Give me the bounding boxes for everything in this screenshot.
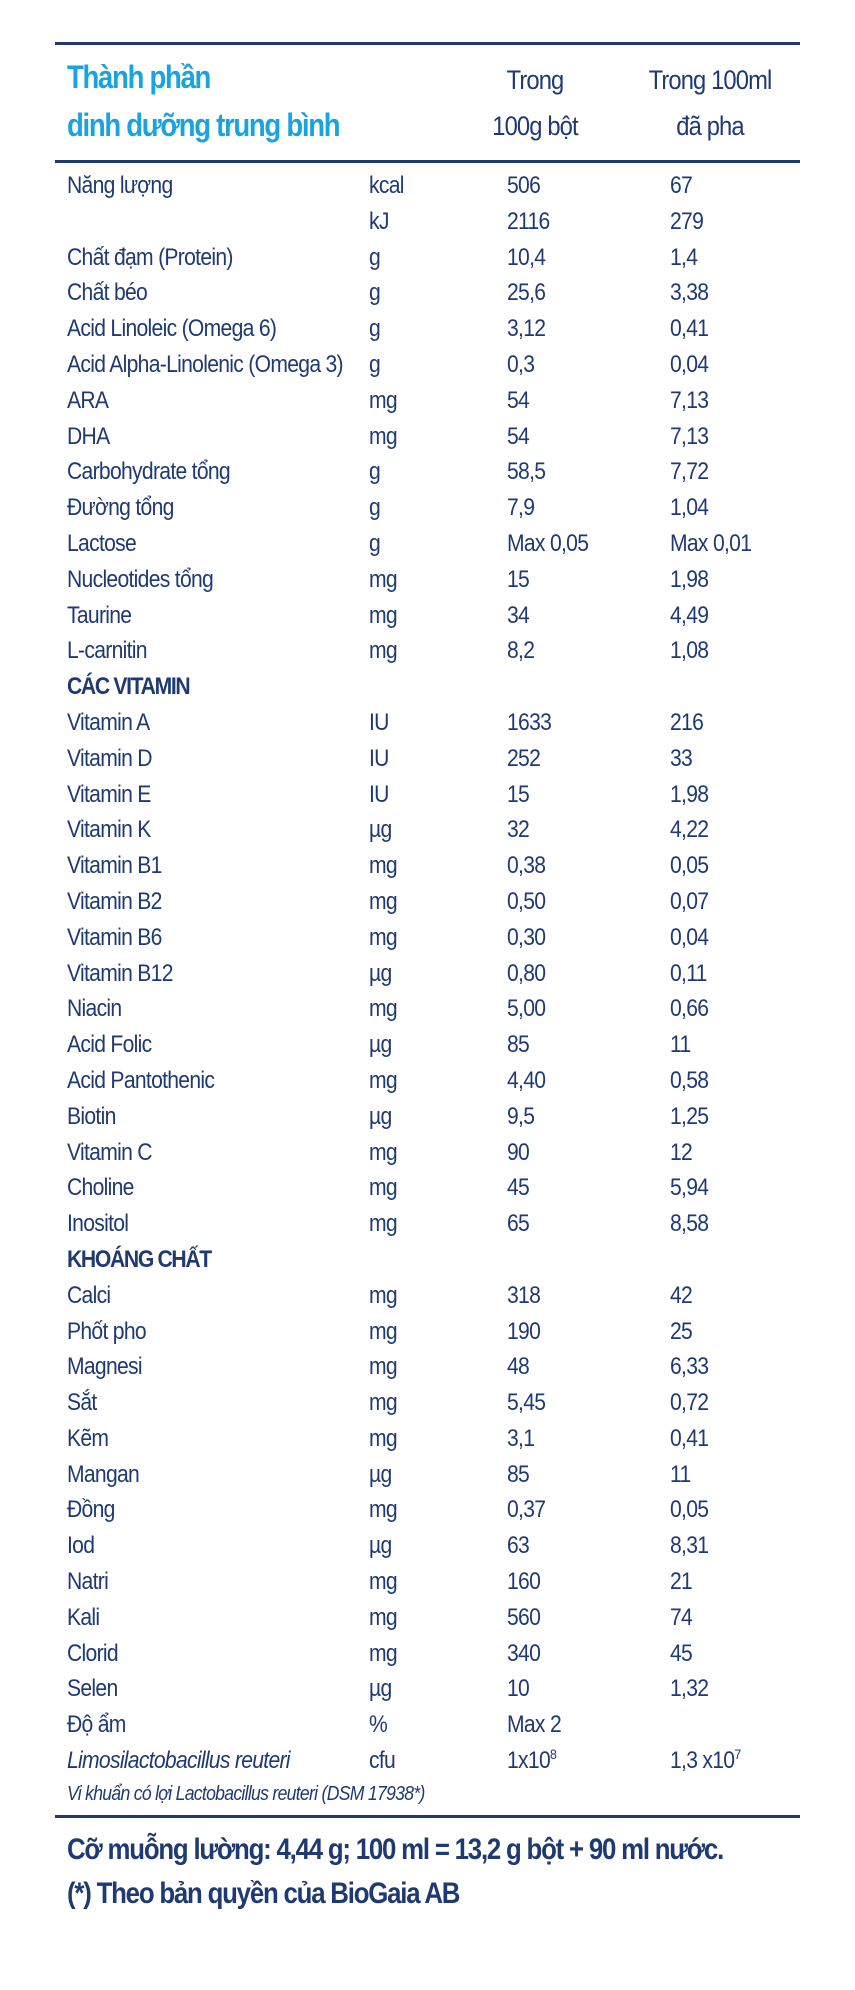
nutrient-name: Đường tổng	[67, 494, 174, 522]
table-row-probiotic	[55, 1743, 800, 1779]
table-row	[55, 1170, 800, 1206]
value-per-100g: 58,5	[507, 458, 546, 486]
table-row	[55, 1671, 800, 1707]
nutrient-name: Taurine	[67, 601, 132, 629]
value-per-100ml: 3,38	[670, 279, 709, 307]
table-row	[55, 168, 800, 204]
table-row	[55, 1421, 800, 1457]
nutrient-unit: µg	[369, 1102, 392, 1130]
section-title: CÁC VITAMIN	[67, 673, 190, 701]
nutrient-name: Selen	[67, 1675, 118, 1703]
nutrient-name: Vitamin K	[67, 816, 151, 844]
table-row	[55, 598, 800, 634]
value-per-100g: 85	[507, 1031, 530, 1059]
nutrient-name: Niacin	[67, 995, 122, 1023]
nutrient-name: Lactose	[67, 529, 137, 557]
nutrient-name: Mangan	[67, 1460, 140, 1488]
probiotic-per-100g-exponent: 8	[549, 1746, 557, 1763]
nutrient-unit: kJ	[369, 207, 389, 235]
nutrient-name: Biotin	[67, 1102, 116, 1130]
value-per-100ml: 25	[670, 1317, 693, 1345]
value-per-100ml: 216	[670, 708, 704, 736]
nutrient-name: Đồng	[67, 1496, 115, 1524]
value-per-100g: 7,9	[507, 494, 535, 522]
value-per-100ml: 12	[670, 1138, 693, 1166]
table-row	[55, 1528, 800, 1564]
table-row	[55, 1349, 800, 1385]
nutrient-unit: µg	[369, 1532, 392, 1560]
table-row	[55, 1027, 800, 1063]
table-body	[55, 163, 800, 1809]
value-per-100g: 15	[507, 565, 530, 593]
table-row	[55, 1636, 800, 1672]
value-per-100ml: 0,04	[670, 923, 709, 951]
table-row	[55, 1564, 800, 1600]
nutrient-name: Acid Alpha-Linolenic (Omega 3)	[67, 350, 343, 378]
value-per-100ml: 6,33	[670, 1353, 709, 1381]
value-per-100ml: 1,08	[670, 637, 709, 665]
nutrient-unit: g	[369, 350, 381, 378]
value-per-100ml: 74	[670, 1603, 693, 1631]
probiotic-per-100g-base: 1x10	[507, 1747, 550, 1775]
value-per-100g: 25,6	[507, 279, 546, 307]
value-per-100ml: 279	[670, 207, 704, 235]
value-per-100g: 54	[507, 386, 530, 414]
probiotic-per-100ml-base: 1,3 x10	[670, 1747, 735, 1775]
value-per-100ml: 67	[670, 172, 693, 199]
nutrient-unit: mg	[369, 1174, 397, 1202]
nutrient-name: Vitamin E	[67, 780, 151, 808]
value-per-100ml: 0,11	[670, 959, 707, 987]
nutrient-unit: g	[369, 315, 381, 343]
nutrient-unit: mg	[369, 1317, 397, 1345]
value-per-100g: 32	[507, 816, 530, 844]
table-row	[55, 1457, 800, 1493]
value-per-100g: 2116	[507, 207, 550, 235]
nutrient-name: Vitamin B6	[67, 923, 162, 951]
section-heading	[55, 669, 800, 705]
nutrient-name: Carbohydrate tổng	[67, 458, 230, 486]
value-per-100g: 85	[507, 1460, 530, 1488]
table-row	[55, 562, 800, 598]
nutrient-unit: mg	[369, 995, 397, 1023]
value-per-100g: 0,50	[507, 887, 546, 915]
value-per-100g: 3,1	[507, 1424, 535, 1452]
table-row	[55, 1206, 800, 1242]
value-per-100g: 318	[507, 1281, 541, 1309]
table-row	[55, 705, 800, 741]
value-per-100ml: 0,04	[670, 350, 709, 378]
table-row	[55, 920, 800, 956]
nutrient-unit: kcal	[369, 172, 404, 199]
table-title	[67, 53, 339, 149]
value-per-100g: 4,40	[507, 1066, 546, 1094]
table-row	[55, 991, 800, 1027]
value-per-100g: 560	[507, 1603, 541, 1631]
nutrient-name: Nucleotides tổng	[67, 565, 214, 593]
value-per-100ml: 45	[670, 1639, 693, 1667]
nutrient-name: Chất béo	[67, 279, 148, 307]
nutrient-unit: mg	[369, 422, 397, 450]
section-title: KHOÁNG CHẤT	[67, 1245, 211, 1273]
table-row	[55, 956, 800, 992]
value-per-100g: 0,38	[507, 852, 546, 880]
value-per-100ml: 8,31	[670, 1532, 709, 1560]
value-per-100g: 15	[507, 780, 530, 808]
value-per-100g: 48	[507, 1353, 530, 1381]
footer	[55, 1818, 800, 1916]
section-heading	[55, 1242, 800, 1278]
value-per-100ml: 1,04	[670, 494, 709, 522]
nutrient-unit: IU	[369, 744, 389, 772]
table-row	[55, 1600, 800, 1636]
table-row	[55, 633, 800, 669]
column-header-per-100ml	[626, 57, 793, 149]
nutrient-unit: mg	[369, 887, 397, 915]
value-per-100ml: 0,41	[670, 1424, 709, 1452]
nutrient-unit: mg	[369, 1281, 397, 1309]
table-header	[55, 45, 800, 160]
value-per-100g: 5,00	[507, 995, 546, 1023]
nutrient-unit: µg	[369, 959, 392, 987]
value-per-100ml: 4,22	[670, 816, 709, 844]
value-per-100g: 65	[507, 1210, 530, 1238]
nutrient-unit: mg	[369, 1353, 397, 1381]
value-per-100ml: 1,98	[670, 780, 709, 808]
value-per-100ml: 0,05	[670, 852, 709, 880]
nutrient-unit: mg	[369, 1138, 397, 1166]
table-row	[55, 1135, 800, 1171]
nutrient-name: Vitamin B12	[67, 959, 173, 987]
nutrition-table	[55, 42, 800, 1916]
column-header-per-100ml-line1: Trong 100ml	[648, 65, 772, 95]
probiotic-note: Vi khuẩn có lợi Lactobacillus reuteri (DSM 17938*)	[67, 1782, 425, 1805]
table-row	[55, 777, 800, 813]
value-per-100ml: 8,58	[670, 1210, 709, 1238]
nutrient-name: Magnesi	[67, 1353, 142, 1381]
table-row	[55, 347, 800, 383]
nutrient-unit: mg	[369, 1496, 397, 1524]
nutrient-name: Calci	[67, 1281, 111, 1309]
nutrient-unit: µg	[369, 1675, 392, 1703]
value-per-100g: 252	[507, 744, 541, 772]
nutrient-unit: IU	[369, 708, 389, 736]
nutrient-unit: g	[369, 243, 381, 271]
value-per-100g: 10	[507, 1675, 530, 1703]
value-per-100ml: 1,98	[670, 565, 709, 593]
column-header-per-100g	[465, 57, 606, 149]
footer-serving-info: Cỡ muỗng lường: 4,44 g; 100 ml = 13,2 g bột + 90 ml nước.	[67, 1832, 724, 1866]
nutrient-name: Acid Folic	[67, 1031, 152, 1059]
nutrient-unit: mg	[369, 1066, 397, 1094]
probiotic-name: Limosilactobacillus reuteri	[67, 1747, 290, 1775]
nutrient-name: Choline	[67, 1174, 134, 1202]
value-per-100ml: 21	[670, 1568, 693, 1596]
value-per-100g: 10,4	[507, 243, 546, 271]
value-per-100ml: 0,07	[670, 887, 709, 915]
table-row	[55, 741, 800, 777]
nutrient-name: Natri	[67, 1568, 109, 1596]
nutrient-name: Phốt pho	[67, 1317, 146, 1345]
nutrient-unit: mg	[369, 923, 397, 951]
table-row	[55, 1278, 800, 1314]
table-title-line1: Thành phần	[67, 59, 211, 95]
nutrient-name: Vitamin B1	[67, 852, 162, 880]
value-per-100g: 54	[507, 422, 530, 450]
value-per-100ml: 33	[670, 744, 693, 772]
value-per-100g: 8,2	[507, 637, 535, 665]
nutrient-unit: µg	[369, 1031, 392, 1059]
nutrient-name: Vitamin A	[67, 708, 150, 736]
nutrient-name: Vitamin D	[67, 744, 152, 772]
value-per-100g: 160	[507, 1568, 541, 1596]
table-row	[55, 884, 800, 920]
nutrient-unit: mg	[369, 1603, 397, 1631]
nutrient-name: Acid Pantothenic	[67, 1066, 215, 1094]
probiotic-unit: cfu	[369, 1747, 396, 1775]
nutrient-name: Vitamin C	[67, 1138, 152, 1166]
value-per-100g: 0,30	[507, 923, 546, 951]
table-row	[55, 275, 800, 311]
table-row	[55, 1385, 800, 1421]
value-per-100g: 0,37	[507, 1496, 546, 1524]
value-per-100g: 0,80	[507, 959, 546, 987]
column-header-per-100ml-line2: đã pha	[676, 111, 744, 141]
nutrient-unit: %	[369, 1711, 388, 1739]
nutrient-name: Năng lượng	[67, 172, 173, 199]
nutrient-unit: mg	[369, 637, 397, 665]
nutrient-unit: mg	[369, 601, 397, 629]
value-per-100ml: 7,13	[670, 386, 709, 414]
value-per-100ml: 42	[670, 1281, 693, 1309]
table-row	[55, 240, 800, 276]
value-per-100ml: 1,25	[670, 1102, 709, 1130]
value-per-100ml: 0,41	[670, 315, 709, 343]
column-header-per-100g-line2: 100g bột	[492, 111, 578, 141]
value-per-100ml: 11	[670, 1460, 691, 1488]
table-row	[55, 454, 800, 490]
value-per-100ml: 7,72	[670, 458, 709, 486]
value-per-100g: 34	[507, 601, 530, 629]
nutrient-name: Acid Linoleic (Omega 6)	[67, 315, 277, 343]
value-per-100g: 506	[507, 172, 541, 199]
value-per-100g: 0,3	[507, 350, 535, 378]
table-row	[55, 1492, 800, 1528]
value-per-100ml: 7,13	[670, 422, 709, 450]
value-per-100g: 5,45	[507, 1389, 546, 1417]
nutrient-name: ARA	[67, 386, 109, 414]
footer-copyright-note: (*) Theo bản quyền của BioGaia AB	[67, 1876, 460, 1910]
nutrient-name: Kali	[67, 1603, 100, 1631]
nutrient-unit: g	[369, 279, 381, 307]
value-per-100ml: 4,49	[670, 601, 709, 629]
table-row	[55, 383, 800, 419]
value-per-100ml: 5,94	[670, 1174, 709, 1202]
nutrient-name: Độ ẩm	[67, 1711, 126, 1739]
value-per-100ml: 11	[670, 1031, 691, 1059]
nutrient-unit: mg	[369, 1639, 397, 1667]
nutrient-name: Iod	[67, 1532, 95, 1560]
nutrient-unit: mg	[369, 1210, 397, 1238]
nutrient-unit: µg	[369, 816, 392, 844]
value-per-100g: 340	[507, 1639, 541, 1667]
column-header-per-100g-line1: Trong	[506, 65, 564, 95]
nutrient-unit: µg	[369, 1460, 392, 1488]
nutrient-name: L-carnitin	[67, 637, 147, 665]
table-row	[55, 204, 800, 240]
nutrient-name: DHA	[67, 422, 110, 450]
nutrient-unit: mg	[369, 565, 397, 593]
value-per-100ml: Max 0,01	[670, 529, 752, 557]
nutrient-unit: IU	[369, 780, 389, 808]
nutrient-name: Inositol	[67, 1210, 129, 1238]
value-per-100g: Max 2	[507, 1711, 561, 1739]
table-row	[55, 812, 800, 848]
table-row	[55, 526, 800, 562]
nutrient-unit: mg	[369, 1424, 397, 1452]
probiotic-note-row	[55, 1779, 800, 1809]
nutrient-unit: g	[369, 494, 381, 522]
nutrient-name: Kẽm	[67, 1424, 109, 1452]
probiotic-per-100ml	[670, 1743, 741, 1779]
value-per-100g: 45	[507, 1174, 530, 1202]
value-per-100ml: 1,4	[670, 243, 698, 271]
table-row	[55, 419, 800, 455]
table-row	[55, 490, 800, 526]
nutrient-unit: mg	[369, 852, 397, 880]
nutrient-name: Chất đạm (Protein)	[67, 243, 233, 271]
table-row	[55, 311, 800, 347]
table-row	[55, 848, 800, 884]
value-per-100g: 9,5	[507, 1102, 535, 1130]
nutrient-unit: g	[369, 529, 381, 557]
nutrient-name: Sắt	[67, 1389, 97, 1417]
value-per-100g: 3,12	[507, 315, 546, 343]
value-per-100ml: 0,66	[670, 995, 709, 1023]
nutrient-unit: g	[369, 458, 381, 486]
value-per-100g: Max 0,05	[507, 529, 589, 557]
value-per-100g: 90	[507, 1138, 530, 1166]
value-per-100ml: 0,72	[670, 1389, 709, 1417]
table-row	[55, 1063, 800, 1099]
nutrient-name: Vitamin B2	[67, 887, 162, 915]
table-title-line2: dinh dưỡng trung bình	[67, 107, 340, 143]
value-per-100g: 63	[507, 1532, 530, 1560]
nutrient-name: Clorid	[67, 1639, 118, 1667]
table-row	[55, 1707, 800, 1743]
value-per-100ml: 0,58	[670, 1066, 709, 1094]
probiotic-per-100g	[507, 1743, 556, 1779]
probiotic-per-100ml-exponent: 7	[734, 1746, 741, 1763]
value-per-100ml: 1,32	[670, 1675, 709, 1703]
value-per-100g: 1633	[507, 708, 552, 736]
value-per-100ml: 0,05	[670, 1496, 709, 1524]
nutrient-unit: mg	[369, 386, 397, 414]
nutrient-unit: mg	[369, 1389, 397, 1417]
table-row	[55, 1099, 800, 1135]
value-per-100g: 190	[507, 1317, 541, 1345]
table-row	[55, 1314, 800, 1350]
nutrient-unit: mg	[369, 1568, 397, 1596]
